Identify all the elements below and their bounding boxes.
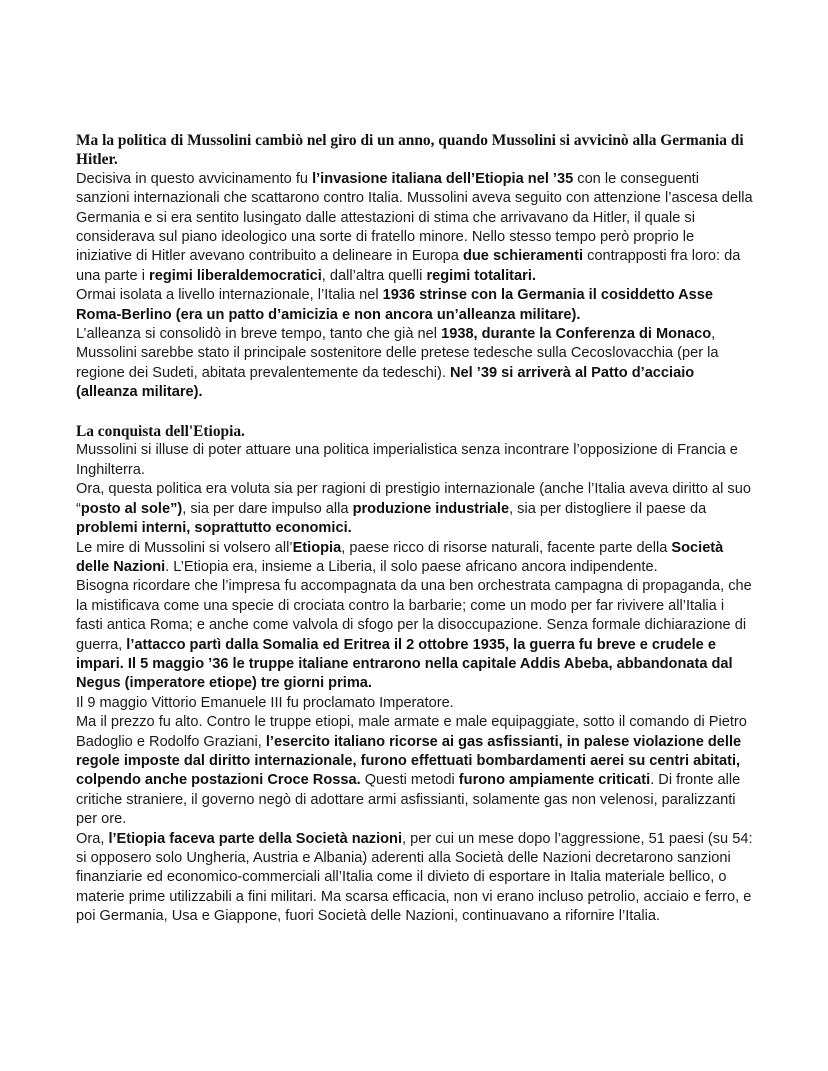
bold-text: Società delle Nazioni <box>76 539 724 575</box>
paragraph <box>76 539 754 578</box>
paragraph <box>76 325 754 403</box>
bold-text: Etiopia <box>292 539 342 556</box>
paragraph <box>76 480 754 538</box>
paragraph <box>76 713 754 829</box>
text-run: , dall’altra quelli <box>321 267 427 284</box>
text-run: , paese ricco di risorse naturali, facente parte della <box>341 539 672 556</box>
bold-text: l’esercito italiano ricorse ai gas asfissianti, in palese violazione delle regole imposte dal diritto internazionale, furono effettuati bombardamenti aerei su centri abitati, colpendo anche postazioni Croce Rossa. <box>76 733 742 789</box>
bold-text: regimi totalitari. <box>426 267 536 284</box>
text-run: Mussolini si illuse di poter attuare una politica imperialistica senza incontrare l’opposizione di Francia e Inghilterra. <box>76 442 738 478</box>
text-run: , per cui un mese dopo l’aggressione, 51 paesi (su 54: si opposero solo Ungheria, Austria e Albania) aderenti alla Società delle Nazioni decretarono sanzioni finanziarie ed economico-commerciali all’Italia come il divieto di esportare in Italia materiale bellico, o materie prime utilizzabili a fini militari. Ma scarsa efficacia, non vi erano incluso petrolio, acciaio e ferro, e poi Germania, Usa e Giappone, fuori Società delle Nazioni, continuavano a rifornire l’Italia. <box>76 830 753 925</box>
bold-text: 1938, durante la Conferenza di Monaco <box>441 326 712 343</box>
text-run: Ormai isolata a livello internazionale, l’Italia nel <box>76 287 383 304</box>
text-run: Ma il prezzo fu alto. Contro le truppe etiopi, male armate e male equipaggiate, sotto il comando di Pietro Badoglio e Rodolfo Graziani, <box>76 714 747 750</box>
text-run: Decisiva in questo avvicinamento fu <box>76 170 313 187</box>
bold-text: l’attacco partì dalla Somalia ed Eritrea il 2 ottobre 1935, la guerra fu breve e crudele e impari. Il 5 maggio ’36 le truppe italiane entrarono nella capitale Addis Abeba, abbandonata dal Negus (imperatore etiope) tre giorni prima. <box>76 636 733 692</box>
text-run: , sia per distogliere il paese da <box>509 500 707 517</box>
text-run: contrapposti fra loro: da una parte i <box>76 248 741 284</box>
section-heading-etiopia: La conquista dell'Etiopia. <box>76 423 245 441</box>
document-page <box>76 131 754 927</box>
text-run: . L’Etiopia era, insieme a Liberia, il solo paese africano ancora indipendente. <box>165 558 658 575</box>
bold-text: l’invasione italiana dell’Etiopia nel ’35 <box>312 170 574 187</box>
text-run: . Di fronte alle critiche straniere, il governo negò di adottare armi asfissianti, solamente gas non velenosi, paralizzanti per ore. <box>76 772 741 828</box>
paragraph <box>76 441 754 480</box>
bold-text: l’Etiopia faceva parte della Società nazioni <box>108 830 403 847</box>
paragraph <box>76 830 754 927</box>
bold-text: produzione industriale <box>352 500 510 517</box>
bold-text: furono ampiamente criticati <box>458 772 651 789</box>
text-run: , sia per dare impulso alla <box>182 500 353 517</box>
text-run: Questi metodi <box>360 772 459 789</box>
bold-text: Nel ’39 si arriverà al Patto d’acciaio (alleanza militare). <box>76 364 695 401</box>
text-run: Bisogna ricordare che l’impresa fu accompagnata da una ben orchestrata campagna di propaganda, che la mistificava come una specie di crociata contro la barbarie; come un modo per far rivivere all’Italia i fasti antica Roma; e anche come valvola di sfogo per la disoccupazione. Senza formale dichiarazione di guerra, <box>76 578 752 653</box>
paragraph <box>76 170 754 286</box>
paragraph <box>76 286 754 325</box>
section-spacer <box>76 403 754 422</box>
paragraph <box>76 694 754 713</box>
bold-text: problemi interni, soprattutto economici. <box>76 520 352 537</box>
text-run: Le mire di Mussolini si volsero all’ <box>76 539 293 556</box>
section-heading-mussolini-hitler: Ma la politica di Mussolini cambiò nel giro di un anno, quando Mussolini si avvicinò alla Germania di Hitler. <box>76 132 744 169</box>
text-run: L’alleanza si consolidò in breve tempo, tanto che già nel <box>76 326 442 343</box>
paragraph <box>76 577 754 693</box>
text-run: Ora, <box>76 830 109 847</box>
text-run: Il 9 maggio Vittorio Emanuele III fu proclamato Imperatore. <box>76 694 454 711</box>
bold-text: posto al sole”) <box>80 500 183 517</box>
text-run: , Mussolini sarebbe stato il principale sostenitore delle pretese tedesche sulla Cecoslovacchia (per la regione dei Sudeti, abitata prevalentemente da tedeschi). <box>76 326 719 381</box>
text-run: con le conseguenti sanzioni internazionali che scattarono contro Italia. Mussolini aveva seguito con attenzione l’ascesa della Germania e si era sentito lusingato dalle attestazioni di stima che arrivavano da Hitler, il quale si considerava sul piano ideologico una sorte di fratello minore. Nello stesso tempo però proprio le iniziative di Hitler avevano contribuito a delineare in Europa <box>76 170 753 265</box>
bold-text: due schieramenti <box>462 248 584 265</box>
bold-text: 1936 strinse con la Germania il cosiddetto Asse Roma-Berlino (era un patto d’amicizia e non ancora un’alleanza militare). <box>76 287 714 323</box>
bold-text: regimi liberaldemocratici <box>149 267 322 284</box>
text-run: Ora, questa politica era voluta sia per ragioni di prestigio internazionale (anche l’Italia aveva diritto al suo “ <box>76 481 751 517</box>
